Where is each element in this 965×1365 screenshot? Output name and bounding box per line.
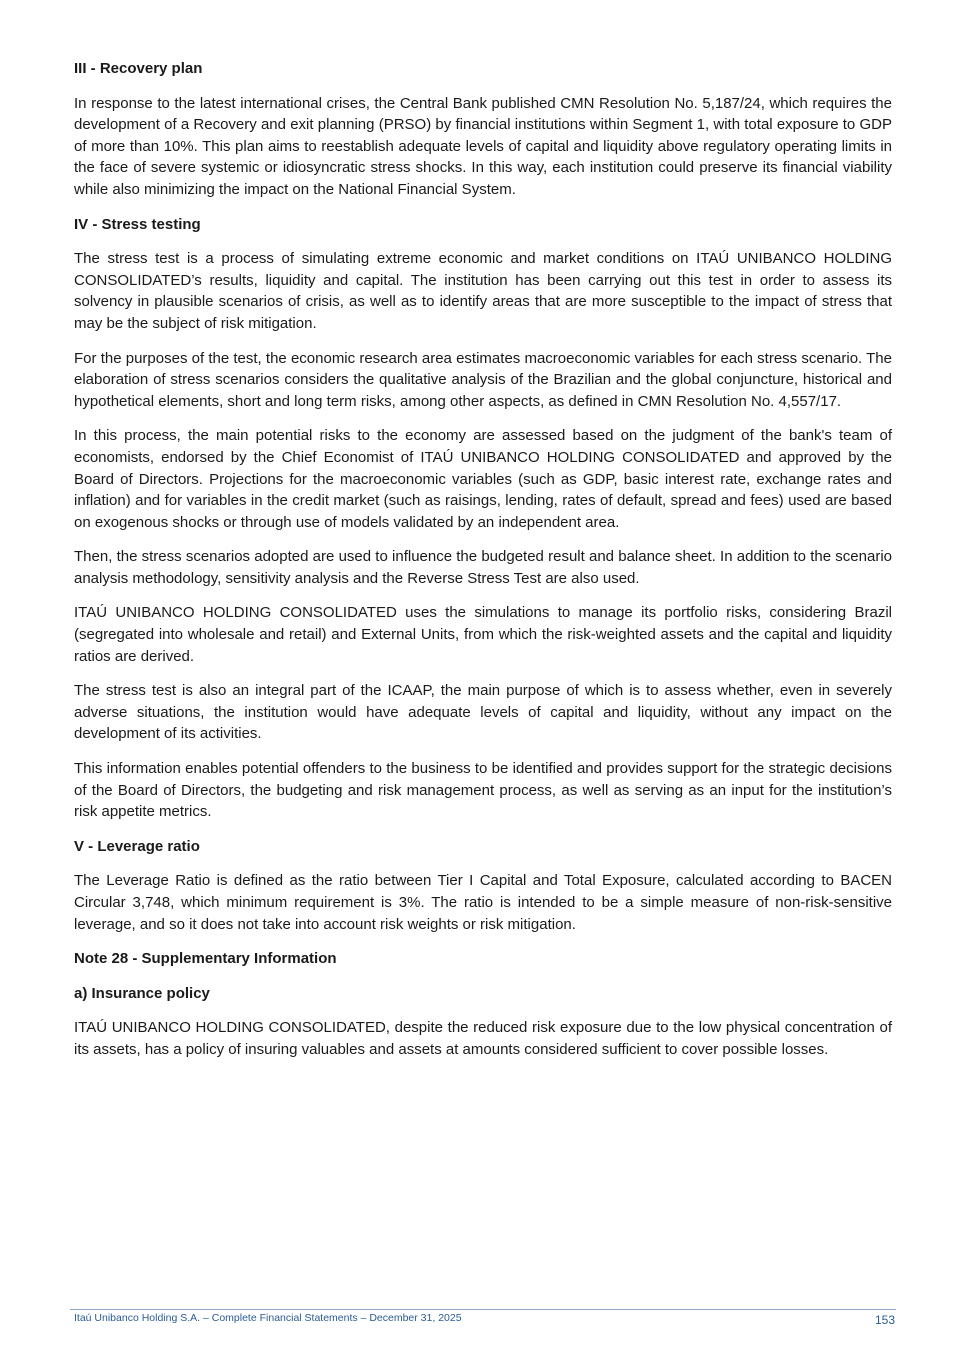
section-heading-leverage-ratio: V - Leverage ratio: [74, 837, 200, 855]
stress-testing-paragraph-3: In this process, the main potential risks to the economy are assessed based on the judgment of the bank's team of economists, endorsed by the Chief Economist of ITAÚ UNIBANCO HOLDING CONSOLIDATED and approved by the Board of Directors. Projections for the macroeconomic variables (such as GDP, basic interest rate, exchange rates and inflation) and for variables in the credit market (such as raisings, lending, rates of default, spread and fees) used are based on exogenous shocks or through use of models validated by an independent area.: [74, 427, 892, 531]
recovery-plan-paragraph: In response to the latest international crises, the Central Bank published CMN Resolution No. 5,187/24, which requires the development of a Recovery and exit planning (PRSO) by financial institutions within Segment 1, with total exposure to GDP of more than 10%. This plan aims to reestablish adequate levels of capital and liquidity above regulatory operating limits in the face of severe systemic or idiosyncratic stress shocks. In this way, each institution could preserve its financial viability while also minimizing the impact on the National Financial System.: [74, 94, 892, 198]
leverage-ratio-paragraph: The Leverage Ratio is defined as the ratio between Tier I Capital and Total Exposure, calculated according to BACEN Circular 3,748, which minimum requirement is 3%. The ratio is intended to be a simple measure of non-risk-sensitive leverage, and so it does not take into account risk weights or risk mitigation.: [74, 872, 892, 933]
stress-testing-paragraph-2: For the purposes of the test, the economic research area estimates macroeconomic variables for each stress scenario. The elaboration of stress scenarios considers the qualitative analysis of the Brazilian and the global conjuncture, historical and hypothetical elements, short and long term risks, among other aspects, as defined in CMN Resolution No. 4,557/17.: [74, 349, 892, 410]
note-28-heading: Note 28 - Supplementary Information: [74, 950, 337, 968]
section-heading-stress-testing: IV - Stress testing: [74, 215, 201, 233]
insurance-policy-subheading: a) Insurance policy: [74, 984, 210, 1002]
stress-testing-paragraph-5: ITAÚ UNIBANCO HOLDING CONSOLIDATED uses the simulations to manage its portfolio risks, considering Brazil (segregated into wholesale and retail) and External Units, from which the risk-weighted assets and the capital and liquidity ratios are derived.: [74, 604, 892, 665]
section-heading-recovery-plan: III - Recovery plan: [74, 60, 203, 77]
document-body: [74, 58, 892, 1074]
stress-testing-paragraph-7: This information enables potential offenders to the business to be identified and provides support for the strategic decisions of the Board of Directors, the budgeting and risk management process, as well as serving as an input for the institution’s risk appetite metrics.: [74, 760, 892, 821]
stress-testing-paragraph-4: Then, the stress scenarios adopted are used to influence the budgeted result and balance sheet. In addition to the scenario analysis methodology, sensitivity analysis and the Reverse Stress Test are also used.: [74, 548, 892, 587]
footer-divider: [70, 1309, 896, 1310]
insurance-policy-paragraph: ITAÚ UNIBANCO HOLDING CONSOLIDATED, despite the reduced risk exposure due to the low physical concentration of its assets, has a policy of insuring valuables and assets at amounts considered sufficient to cover possible losses.: [74, 1019, 892, 1058]
page-number: 153: [874, 1313, 895, 1327]
stress-testing-paragraph-1: The stress test is a process of simulating extreme economic and market conditions on ITAÚ UNIBANCO HOLDING CONSOLIDATED’s results, liquidity and capital. The institution has been carrying out this test in order to assess its solvency in plausible scenarios of crisis, as well as to identify areas that are more susceptible to the impact of stress that may be the subject of risk mitigation.: [74, 250, 892, 332]
footer-document-title: Itaú Unibanco Holding S.A. – Complete Financial Statements – December 31, 2025: [74, 1312, 462, 1324]
stress-testing-paragraph-6: The stress test is also an integral part of the ICAAP, the main purpose of which is to assess whether, even in severely adverse situations, the institution would have adequate levels of capital and liquidity, without any impact on the development of its activities.: [74, 682, 892, 743]
